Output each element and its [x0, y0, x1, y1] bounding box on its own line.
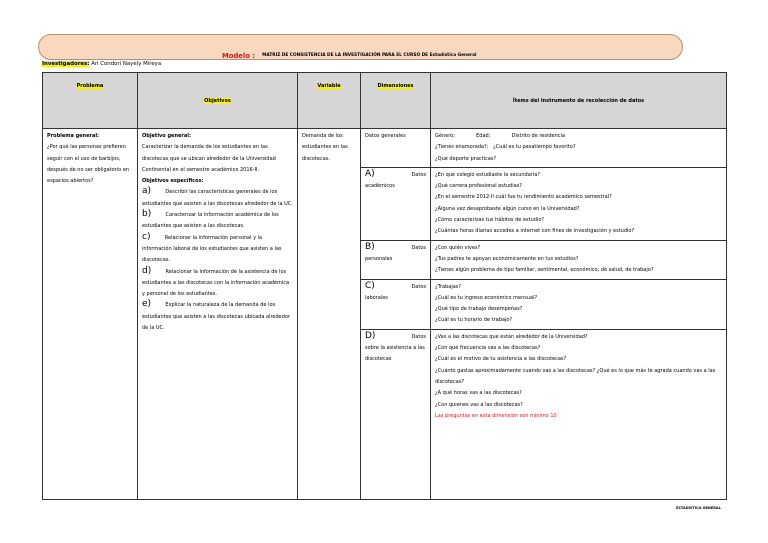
investigators-line	[42, 61, 161, 67]
footer-label: ESTADÍSTICA GENERAL	[676, 506, 721, 510]
header-row	[43, 73, 727, 129]
items-academicos	[431, 167, 727, 240]
items-laborales	[431, 279, 727, 329]
list-item: ¿Cuántas horas diarias accedes a internet con fines de investigación y estudio?	[435, 228, 635, 235]
item-edad: Edad;	[476, 133, 491, 139]
dim-laborales: C) Datos laborales	[361, 279, 431, 329]
modelo-label: Modelo :	[222, 52, 255, 60]
list-item: ¿En qué colegio estudiaste la secundaria?	[435, 171, 540, 178]
items-personales	[431, 240, 727, 279]
dim-generales: Datos generales	[361, 129, 431, 168]
list-item: ¿Con qué frecuencia vas a las discotecas?	[435, 345, 541, 352]
row-generales	[43, 129, 727, 168]
investigators-label: Investigadores:	[42, 61, 90, 67]
list-item: ¿Vas a las discotecas que están alrededor de la Universidad?	[435, 333, 588, 340]
list-item: ¿Trabajas?	[435, 283, 462, 290]
item-deporte: ¿Qué deporte practicas?	[435, 155, 497, 162]
list-item: ¿Con quién vives?	[435, 244, 481, 251]
item-enamorada: ¿Tienes enamorada?; ¿Cuál es tu pasatiempo favorito?	[435, 144, 576, 151]
problema-heading: Problema general:	[47, 133, 100, 139]
items-asistencia	[431, 329, 727, 499]
variable-text: Demanda de los estudiantes en las discotecas.	[302, 133, 348, 162]
title-text	[222, 43, 642, 62]
matrix-title: MATRIZ DE CONSISTENCIA DE LA INVESTIGACIÓN PARA EL CURSO DE Estadística General	[262, 53, 477, 58]
list-item: ¿Con quienes vas a las discotecas?	[435, 401, 523, 408]
objetivos-cell	[138, 129, 298, 500]
objetivo-b: b) Caracterizar la información académica de los estudiantes que asisten a las discotecas.	[142, 209, 279, 230]
objetivo-e: e) Explicar la naturaleza de la demanda de los estudiantes que asisten a las discotecas ubicada alrededor de la UC.	[142, 299, 291, 332]
item-genero: Género;	[435, 133, 455, 139]
list-item: ¿Qué tipo de trabajo desempeñas?	[435, 306, 523, 313]
list-item: ¿Tus padres te apoyan económicamente en tus estudios?	[435, 255, 579, 262]
list-item: ¿Qué carrera profesional estudias?	[435, 183, 522, 190]
col-variable: Variable	[298, 73, 361, 129]
objetivos-especificos-heading: Objetivos específicos:	[142, 178, 204, 185]
items-generales	[431, 129, 727, 168]
consistency-matrix	[42, 72, 727, 500]
list-item: ¿Cuál es el motivo de tu asistencia a las discotecas?	[435, 356, 567, 363]
list-item: ¿Cómo caracterizas tus hábitos de estudio?	[435, 217, 545, 224]
minimum-note: Las preguntas en esta dimensión son mínimo 10	[435, 412, 557, 419]
list-item: ¿Cuál es tu horario de trabajo?	[435, 317, 513, 324]
list-item: ¿Alguna vez desaprobaste algún curso en la Universidad?	[435, 205, 580, 212]
list-item: ¿En el semestre 2012-II cuál fue tu rendimiento académico semestral?	[435, 194, 612, 201]
col-objetivos: Objetivos	[138, 73, 298, 129]
col-items: Ítems del instrumento de recolección de datos	[431, 73, 727, 129]
col-dimensiones: Dimensiones	[361, 73, 431, 129]
problema-text: ¿Por qué las personas prefieren seguir con el uso de barbijos, después de no ser obligatorio en espacios abiertos?	[47, 144, 130, 185]
objetivo-general-text: Caracterizar la demanda de los estudiantes en las discotecas que se ubican alrededor de la Universidad Continental en el semestre académico 2016-II.	[142, 144, 276, 173]
list-item: ¿Cuál es tu ingreso económico mensual?	[435, 294, 538, 301]
objetivo-a: a) Describir las características generales de los estudiantes que asisten a las discotecas alrededor de la UC.	[142, 186, 293, 207]
list-item: ¿Cuánto gastas aproximadamente cuando vas a las discotecas? ¿Qué es lo que más te agrada cuando vas a las discotecas?	[435, 367, 716, 385]
problema-cell	[43, 129, 138, 500]
dim-personales: B) Datos personales	[361, 240, 431, 279]
list-item: ¿A qué horas vas a las discotecas?	[435, 390, 522, 397]
objetivo-d: d) Relacionar la información de la asistencia de los estudiantes a las discotecas con la información académica y personal de los estudiantes.	[142, 265, 290, 298]
item-distrito: Distrito de residencia	[511, 133, 565, 139]
dim-academicos: A) Datos académicos	[361, 167, 431, 240]
variable-cell	[298, 129, 361, 500]
objetivo-c: c) Relacionar la información personal y la información laboral de los estudiantes que asisten a las discotecas.	[142, 231, 282, 264]
list-item: ¿Tienes algún problema de tipo familiar, sentimental, económico, de salud, de trabajo?	[435, 267, 654, 274]
dim-asistencia: D) Datos sobre la asistencia a las discotecas	[361, 329, 431, 499]
objetivo-general-heading: Objetivo general:	[142, 133, 191, 139]
investigators-value: Ari Condori Nayely Mireya	[91, 61, 162, 67]
col-problema: Problema	[43, 73, 138, 129]
